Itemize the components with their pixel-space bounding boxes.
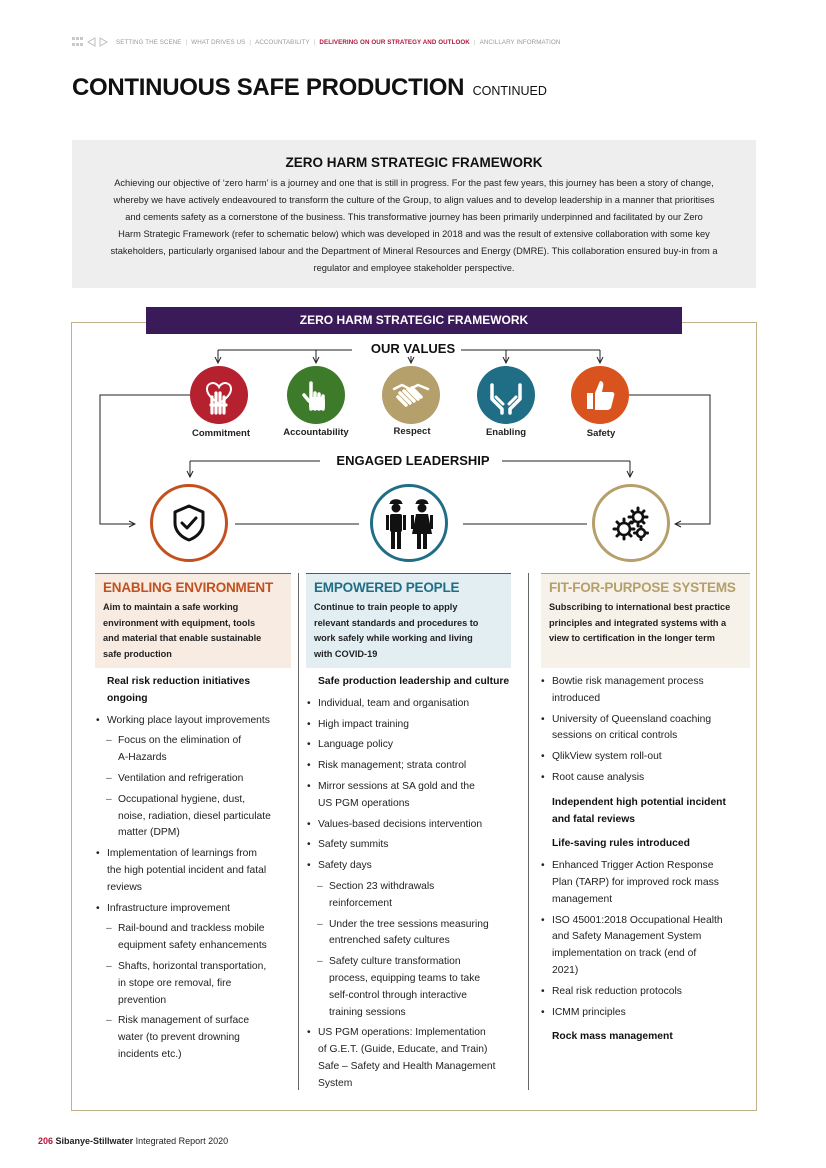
nav-item-accountability[interactable]: ACCOUNTABILITY [255,38,310,46]
leadership-heading: ENGAGED LEADERSHIP [330,453,495,468]
company-name: Sibanye-Stillwater [55,1136,134,1146]
values-heading-wrap [0,340,826,358]
item-line: Bowtie risk management process [552,676,704,687]
report-name: Integrated Report 2020 [135,1136,229,1146]
item-line: implementation on track (end of [552,948,697,960]
item-line: incidents etc.) [118,1048,182,1060]
nav-item-ancillary-information[interactable]: ANCILLARY INFORMATION [479,38,561,46]
item-line: Values-based decisions intervention [318,818,483,830]
bullet-item [306,779,524,813]
bullet-item [540,1005,752,1022]
page-title-suffix: CONTINUED [472,84,547,98]
nav-separator: | [473,38,476,46]
pillar-desc-line: environment with equipment, tools [103,617,256,628]
intro-line: Achieving our objective of ‘zero harm’ is a journey and one that is still in progress. For the past few years, this journey has been a story of change, [114,178,714,188]
people-hardhats-icon [381,494,437,552]
item-line: Safety days [318,860,372,872]
item-line: Real risk reduction protocols [552,985,682,997]
item-line: System [318,1077,353,1089]
pillar-description [103,600,283,662]
item-line: Root cause analysis [552,771,645,783]
item-line: 2021) [552,964,579,976]
nav-separator: | [185,38,188,46]
item-line: reviews [107,881,142,893]
item-line: Mirror sessions at SA gold and the [318,780,475,792]
heart-hand-icon [199,375,239,415]
bullet-item [306,737,524,754]
item-line: noise, radiation, diesel particulate [118,810,271,822]
value-safety [571,366,629,424]
pillar-desc-line: and material that enable sustainable [103,633,262,643]
item-line: Real risk reduction initiatives [107,676,251,687]
value-respect [382,366,440,424]
cupped-hands-icon [486,375,526,415]
value-label-enabling: Enabling [485,427,527,438]
item-line: Safety culture transformation [329,956,461,968]
column-divider [298,573,299,1090]
pillar-desc-line: work safely while working and living [314,633,473,643]
pillar-title: FIT-FOR-PURPOSE SYSTEMS [549,580,736,595]
bullet-item [540,913,752,980]
column-enabling-environment [95,674,295,1064]
item-line: Individual, team and organisation [318,697,470,709]
column-subheading [540,795,752,829]
item-line: prevention [118,994,167,1006]
item-line: introduced [552,692,601,704]
intro-line: Harm Strategic Framework (refer to schematic below) which was developed in 2018 and was the result of extensive collaboration with some key [118,229,710,239]
pillar-description [314,600,503,662]
bullet-item [306,817,524,834]
bullet-item [540,770,752,787]
bullet-item [540,749,752,766]
intro-heading: ZERO HARM STRATEGIC FRAMEWORK [285,155,543,170]
sub-bullet-item [95,792,295,842]
item-line: matter (DPM) [118,827,180,839]
nav-item-setting-the-scene[interactable]: SETTING THE SCENE [116,38,182,46]
handshake-icon [390,375,432,415]
item-line: US PGM operations [318,797,410,809]
pillar-desc-line: Aim to maintain a safe working [103,602,239,612]
item-line: process, equipping teams to take [329,972,481,984]
pillar-circle-fit-for-purpose [592,484,670,562]
sub-bullet-item [95,1013,295,1063]
bullet-item [306,696,524,713]
bullet-item [540,674,752,708]
item-line: Ventilation and refrigeration [118,772,244,784]
bullet-item [540,984,752,1001]
item-line: and fatal reviews [552,813,635,825]
column-subheading [306,674,524,691]
value-commitment [190,366,248,424]
column-subheading [540,836,752,853]
column-empowered-people [306,674,524,1093]
item-line: A-Hazards [118,752,167,764]
pillar-circle-empowered-people [370,484,448,562]
pillar-title: ENABLING ENVIRONMENT [103,580,274,595]
sub-bullet-item [306,879,524,913]
thumbs-up-icon [580,375,620,415]
item-line: Occupational hygiene, dust, [118,793,246,805]
item-line: ICMM principles [552,1006,626,1018]
intro-line: whereby we have actively endeavoured to transform the culture of the Group, to align values and to develop leadership in a manner that prioritises [113,195,715,205]
sub-bullet-item [95,733,295,767]
item-line: Infrastructure improvement [107,902,231,914]
item-line: sessions on critical controls [552,730,678,742]
item-line: in stope ore removal, fire [118,977,232,989]
bullet-item [306,837,524,854]
page-footer [38,1136,228,1146]
column-divider [528,573,529,1090]
sub-bullet-item [306,917,524,951]
item-line: QlikView system roll-out [552,751,662,763]
intro-line: regulator and employee stakeholder perspective. [313,263,515,273]
item-line: Enhanced Trigger Action Response [552,860,714,872]
value-label-respect: Respect [393,426,431,437]
item-line: Safe – Safety and Health Management [318,1060,496,1072]
gears-icon [611,503,651,543]
column-list [540,674,752,1046]
item-line: ongoing [107,692,148,704]
value-accountability [287,366,345,424]
item-line: management [552,893,613,905]
item-line: ISO 45001:2018 Occupational Health [552,914,723,926]
pillar-empowered-people [306,573,511,668]
item-line: Under the tree sessions measuring [329,918,489,930]
column-fit-for-purpose [540,674,752,1046]
sub-bullet-item [306,954,524,1021]
bullet-item [306,1025,524,1092]
column-subheading [540,1029,752,1046]
item-line: Risk management; strata control [318,760,467,772]
page-number: 206 [38,1136,54,1146]
pillar-desc-line: relevant standards and procedures to [314,617,479,628]
framework-banner: ZERO HARM STRATEGIC FRAMEWORK [146,307,682,334]
sub-bullet-item [95,771,295,788]
item-line: University of Queensland coaching [552,713,712,725]
item-line: reinforcement [329,897,392,909]
raised-hand-icon [296,375,336,415]
bullet-item [95,846,295,896]
sub-bullet-item [95,921,295,955]
pillar-circle-enabling-environment [150,484,228,562]
bullet-item [540,712,752,746]
pillar-desc-line: principles and integrated systems with a [549,617,727,628]
value-label-safety: Safety [586,428,616,439]
pillar-description [549,600,742,647]
pillar-desc-line: Subscribing to international best practice [549,602,731,612]
column-subheading [95,674,295,708]
bullet-item [540,858,752,908]
item-line: Focus on the elimination of [118,735,242,747]
item-line: entrenched safety cultures [329,935,450,947]
page-title-text: CONTINUOUS SAFE PRODUCTION [72,74,465,101]
item-line: Plan (TARP) for improved rock mass [552,876,719,888]
item-line: Section 23 withdrawals [329,880,435,892]
item-line: Rock mass management [552,1031,673,1043]
item-line: Language policy [318,739,393,751]
nav-item-delivering-strategy[interactable]: DELIVERING ON OUR STRATEGY AND OUTLOOK [319,38,470,46]
item-line: Safe production leadership and culture [318,676,510,687]
item-line: self-control through interactive [329,989,467,1001]
pillar-desc-line: with COVID-19 [314,648,378,659]
sub-bullet-item [95,959,295,1009]
bullet-item [95,901,295,918]
item-line: High impact training [318,718,409,730]
item-line: Risk management of surface [118,1015,250,1027]
column-list [95,674,295,1064]
item-line: and Safety Management System [552,931,702,943]
value-label-accountability: Accountability [283,427,349,438]
intro-line: stakeholders, particularly organised labour and the Department of Mineral Resources and Energy (DMRE). This collaboration ensured buy-in from a [110,246,718,256]
bullet-item [306,717,524,734]
intro-line: and cements safety as a cornerstone of the business. This transformative journey has been primarily underpinned and facilitated by our Zero [125,212,703,222]
shield-check-icon [169,503,209,543]
pillar-enabling-environment [95,573,291,668]
item-line: training sessions [329,1006,406,1018]
item-line: Life-saving rules introduced [552,838,690,850]
pillar-title: EMPOWERED PEOPLE [314,580,460,595]
pillar-desc-line: view to certification in the longer term [549,633,715,643]
leadership-heading-wrap [0,452,826,470]
item-line: water (to prevent drowning [118,1032,240,1044]
bullet-item [306,758,524,775]
pillar-desc-line: safe production [103,648,172,659]
nav-separator: | [313,38,316,46]
item-line: Rail-bound and trackless mobile [118,923,265,935]
item-line: equipment safety enhancements [118,940,267,952]
item-line: Shafts, horizontal transportation, [118,960,267,972]
bullet-item [95,713,295,730]
item-line: of G.E.T. (Guide, Educate, and Train) [318,1044,488,1056]
pillar-desc-line: Continue to train people to apply [314,602,458,612]
item-line: the high potential incident and fatal [107,864,267,876]
item-line: Implementation of learnings from [107,848,257,860]
value-enabling [477,366,535,424]
nav-separator: | [249,38,252,46]
pillar-fit-for-purpose [541,573,750,668]
bullet-item [306,858,524,875]
nav-item-what-drives-us[interactable]: WHAT DRIVES US [191,38,246,46]
column-list [306,674,524,1093]
item-line: US PGM operations: Implementation [318,1027,486,1039]
values-heading: OUR VALUES [365,341,461,356]
value-label-commitment: Commitment [191,428,251,439]
item-line: Safety summits [318,839,389,851]
item-line: Independent high potential incident [552,796,726,808]
item-line: Working place layout improvements [107,714,270,726]
